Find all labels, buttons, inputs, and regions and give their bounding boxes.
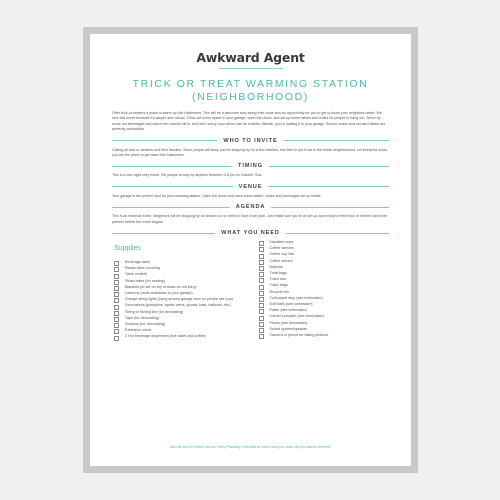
checklist-item-label: Napkins bbox=[269, 264, 283, 269]
checklist-item-label: Carved pumpkin (see icebreaker) bbox=[269, 314, 325, 319]
divider-rule bbox=[112, 186, 233, 187]
title-line-2: (NEIGHBORHOOD) bbox=[192, 91, 309, 103]
section-header-invite bbox=[112, 138, 389, 144]
checklist-item-label: Coffee stirrers bbox=[269, 258, 293, 263]
checklist-item-label: 2 Hot beverage dispensers (hot water and coffee) bbox=[125, 334, 206, 339]
supplies-column-right bbox=[251, 240, 390, 340]
divider-rule bbox=[269, 166, 389, 167]
checklist-item-label: Coffee cup lids bbox=[269, 252, 294, 257]
checklist-item-label: Straw bales (for seating) bbox=[125, 278, 165, 283]
checkbox-icon[interactable] bbox=[259, 266, 264, 271]
supplies-list-right bbox=[257, 240, 390, 339]
checklist-item-label: String or fishing line (for decorating) bbox=[125, 309, 184, 314]
checkbox-icon[interactable] bbox=[114, 323, 119, 328]
checklist-item-label: Camera or phone for taking pictures bbox=[269, 332, 329, 337]
checklist-item-label: Blankets (to set on top of straw as not itchy) bbox=[125, 284, 197, 289]
checklist-item bbox=[112, 334, 251, 340]
checklist-item-label: Trash bags bbox=[269, 283, 288, 288]
checklist-item-label: Lanterns (adds ambiance to your garage) bbox=[125, 291, 193, 295]
section-label: TIMING bbox=[238, 163, 263, 170]
section-header-venue bbox=[112, 184, 389, 190]
checkbox-icon[interactable] bbox=[114, 317, 119, 322]
section-label: WHO TO INVITE bbox=[223, 137, 278, 144]
agenda-paragraph: This is an informal event. Neighbors will be stopping by at random so no need to have a set plan. Just make sure you're all set up and ready to meet trick or treaters and their parents before the event begins. bbox=[112, 214, 388, 224]
checkbox-icon[interactable] bbox=[259, 309, 264, 314]
section-label: WHAT YOU NEED bbox=[221, 230, 280, 237]
page-title bbox=[112, 78, 389, 104]
footer-note: Also be sure to check out our Party Planning Checklist to make sure you have all your bases covered. bbox=[169, 445, 332, 449]
checkbox-icon[interactable] bbox=[259, 260, 264, 265]
divider-rule bbox=[112, 207, 230, 208]
checklist-item-label: Plastic table covering bbox=[125, 266, 160, 271]
checklist-item-label: Recycle bin bbox=[269, 289, 289, 294]
supplies-column-left bbox=[112, 240, 251, 340]
title-line-1: TRICK OR TREAT WARMING STATION bbox=[132, 78, 369, 90]
checkbox-icon[interactable] bbox=[259, 278, 264, 283]
checkbox-icon[interactable] bbox=[259, 241, 264, 246]
checkbox-icon[interactable] bbox=[259, 303, 264, 308]
checklist-item-label: Decorations (pumpkins, spider webs, ghosts, bats, balloons, etc.) bbox=[125, 303, 232, 308]
checklist-item-label: Prizes (see icebreaker) bbox=[269, 320, 308, 325]
divider-rule bbox=[268, 186, 389, 187]
checkbox-icon[interactable] bbox=[259, 285, 264, 290]
section-label: AGENDA bbox=[235, 204, 266, 211]
checkbox-icon[interactable] bbox=[259, 334, 264, 339]
checklist-item-label: Trash can bbox=[269, 277, 286, 282]
invite-paragraph: Calling all trick-or-treaters and their families. Since people will likely just be stopping by for a few minutes, feel free to put it out to the entire neighborhood. Let everyone know you are the place to get warm this Halloween. bbox=[112, 147, 388, 158]
checklist-item-label: Scissors (for decorating) bbox=[125, 321, 165, 326]
divider-rule bbox=[112, 140, 217, 141]
timing-paragraph: This is a one-night only event. Tell people to stop by anytime between 3-8 pm on October 31st. bbox=[112, 173, 263, 178]
checklist-item-label: Putter (see icebreaker) bbox=[269, 308, 308, 313]
checklist-item-label: Tape (for decorating) bbox=[125, 315, 160, 320]
checkbox-icon[interactable] bbox=[259, 272, 264, 277]
checkbox-icon[interactable] bbox=[259, 297, 264, 302]
supplies-list-left bbox=[112, 260, 251, 340]
checkbox-icon[interactable] bbox=[259, 322, 264, 327]
checkbox-icon[interactable] bbox=[114, 336, 119, 341]
supplies-heading: Supplies bbox=[114, 245, 141, 253]
checkbox-icon[interactable] bbox=[114, 292, 119, 297]
checklist-item-label: Coffee sleeves bbox=[269, 246, 294, 251]
brand-logo: Awkward Agent bbox=[196, 50, 305, 65]
intro-paragraph: Offer trick-or-treaters a place to warm up this Halloween. This will be a welcome stop along their route and an opportunity for you to get to know your neighbors better. We love this event because it's simple and casual. Clear out some space in your garage, open the doors, and set up some tables and chairs for people to hang out. Serve up some hot beverages and watch the crowds roll in. And don't worry, your décor can be eclectic. Afterall, you're hosting it in your garage. Soccer chairs and old card tables are perfectly acceptable. bbox=[112, 111, 386, 132]
logo-underline bbox=[219, 68, 283, 69]
checklist-item-label: Insulated cups bbox=[269, 240, 294, 245]
venue-paragraph: Your garage is the perfect spot for your warming station. Open the doors and have some tables, chairs and beverages set up inside. bbox=[112, 193, 322, 198]
checkbox-icon[interactable] bbox=[259, 328, 264, 333]
checklist-item-label: Beverage table bbox=[125, 260, 150, 265]
checkbox-icon[interactable] bbox=[114, 329, 119, 334]
checkbox-icon[interactable] bbox=[114, 267, 119, 272]
checkbox-icon[interactable] bbox=[259, 247, 264, 252]
checkbox-icon[interactable] bbox=[259, 291, 264, 296]
section-header-need bbox=[112, 230, 389, 236]
checkbox-icon[interactable] bbox=[114, 311, 119, 316]
checklist-item-label: Treat bags bbox=[269, 271, 287, 275]
checklist-item-label: Turf/carpet strip (see icebreaker) bbox=[269, 295, 323, 300]
divider-rule bbox=[112, 166, 232, 167]
checklist-item-label: Sound system/speaker bbox=[269, 326, 308, 331]
checkbox-icon[interactable] bbox=[114, 261, 119, 266]
divider-rule bbox=[112, 233, 215, 234]
checkbox-icon[interactable] bbox=[114, 298, 119, 303]
section-label: VENUE bbox=[238, 183, 263, 190]
checklist-item-label: Extension cords bbox=[125, 328, 152, 333]
divider-rule bbox=[271, 207, 389, 208]
checkbox-icon[interactable] bbox=[114, 286, 119, 291]
checkbox-icon[interactable] bbox=[114, 274, 119, 279]
divider-rule bbox=[286, 233, 389, 234]
section-header-timing bbox=[112, 163, 389, 169]
checkbox-icon[interactable] bbox=[259, 254, 264, 259]
checkbox-icon[interactable] bbox=[259, 316, 264, 321]
checkbox-icon[interactable] bbox=[114, 305, 119, 310]
supplies-columns bbox=[112, 240, 389, 340]
checklist-item-label: Golf balls (see icebreaker) bbox=[269, 301, 313, 306]
checklist-item-label: Table confetti bbox=[125, 272, 147, 277]
checklist-item bbox=[257, 333, 390, 339]
section-header-agenda bbox=[112, 204, 389, 210]
checklist-item-label: Orange string lights (hang around garage door so people see you) bbox=[125, 297, 234, 302]
checkbox-icon[interactable] bbox=[114, 280, 119, 285]
checklist-page bbox=[90, 34, 411, 466]
divider-rule bbox=[284, 140, 389, 141]
